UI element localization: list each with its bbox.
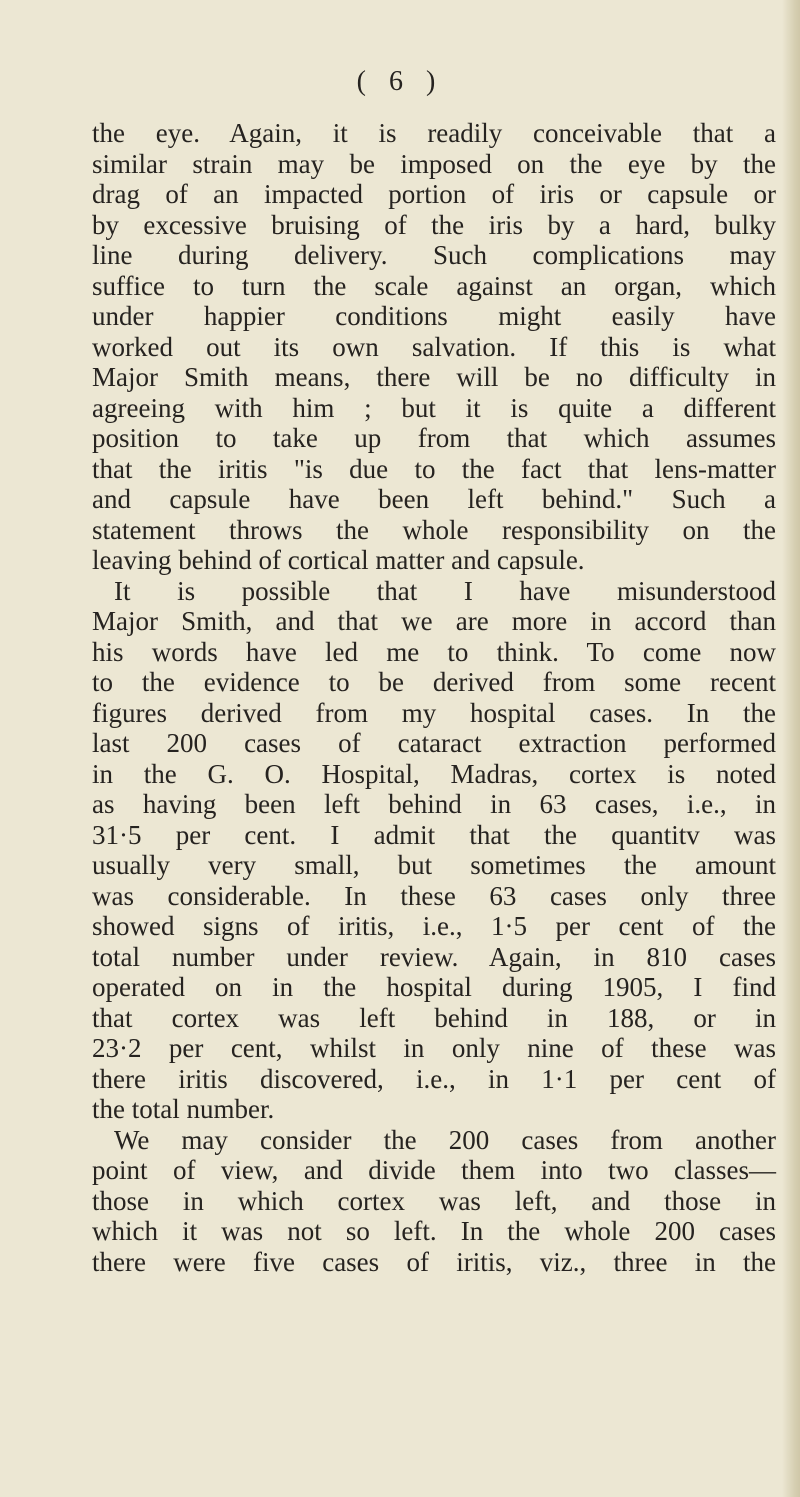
text-line: the eye. Again, it is readily conceivable that a <box>92 118 776 148</box>
text-line: operated on in the hospital during 1905, I find <box>92 972 776 1002</box>
text-line: to the evidence to be derived from some recent <box>92 667 776 697</box>
text-line: Major Smith means, there will be no difficulty in <box>92 362 776 392</box>
text-line: his words have led me to think. To come now <box>92 636 776 667</box>
text-line: total number under review. Again, in 810 cases <box>92 941 776 972</box>
text-line: under happier conditions might easily have <box>92 301 776 331</box>
text-line: Major Smith, and that we are more in accord than <box>92 606 776 636</box>
body-text <box>92 118 776 1277</box>
text-line: 31·5 per cent. I admit that the quantitv was <box>92 819 776 850</box>
text-line: last 200 cases of cataract extraction performed <box>92 728 776 758</box>
text-line: the total number. <box>92 1094 275 1124</box>
text-line: that cortex was left behind in 188, or in <box>92 1002 776 1033</box>
text-line: We may consider the 200 cases from another <box>114 1124 776 1155</box>
text-line: drag of an impacted portion of iris or capsule or <box>92 179 776 209</box>
page-number: ( 6 ) <box>356 66 444 97</box>
text-line: similar strain may be imposed on the eye by the <box>92 148 776 179</box>
text-line: statement throws the whole responsibility on the <box>92 514 776 545</box>
text-line: by excessive bruising of the iris by a hard, bulky <box>92 209 776 240</box>
text-line: there iritis discovered, i.e., in 1·1 per cent of <box>92 1063 776 1094</box>
text-line: as having been left behind in 63 cases, i.e., in <box>92 789 776 819</box>
text-line: which it was not so left. In the whole 200 cases <box>92 1216 776 1246</box>
page-edge-shadow <box>782 0 800 1497</box>
text-line: 23·2 per cent, whilst in only nine of these was <box>92 1033 776 1063</box>
text-line: and capsule have been left behind." Such a <box>92 484 776 514</box>
text-line: in the G. O. Hospital, Madras, cortex is noted <box>92 758 776 789</box>
text-line: usually very small, but sometimes the amount <box>92 850 776 880</box>
text-line: agreeing with him ; but it is quite a different <box>92 392 776 423</box>
text-line: position to take up from that which assumes <box>92 423 776 453</box>
text-line: line during delivery. Such complications may <box>92 240 776 270</box>
text-line: figures derived from my hospital cases. In the <box>92 697 776 728</box>
text-line: those in which cortex was left, and those in <box>92 1185 776 1216</box>
text-line: leaving behind of cortical matter and capsule. <box>92 545 585 575</box>
text-line: that the iritis "is due to the fact that lens-matter <box>92 453 776 484</box>
text-line: worked out its own salvation. If this is what <box>92 331 776 362</box>
text-line: point of view, and divide them into two classes— <box>92 1155 776 1185</box>
text-line: was considerable. In these 63 cases only three <box>92 880 776 911</box>
text-line: suffice to turn the scale against an organ, which <box>92 270 776 301</box>
text-line: It is possible that I have misunderstood <box>114 575 776 606</box>
text-line: there were five cases of iritis, viz., three in the <box>92 1246 776 1277</box>
text-line: showed signs of iritis, i.e., 1·5 per cent of the <box>92 911 776 941</box>
